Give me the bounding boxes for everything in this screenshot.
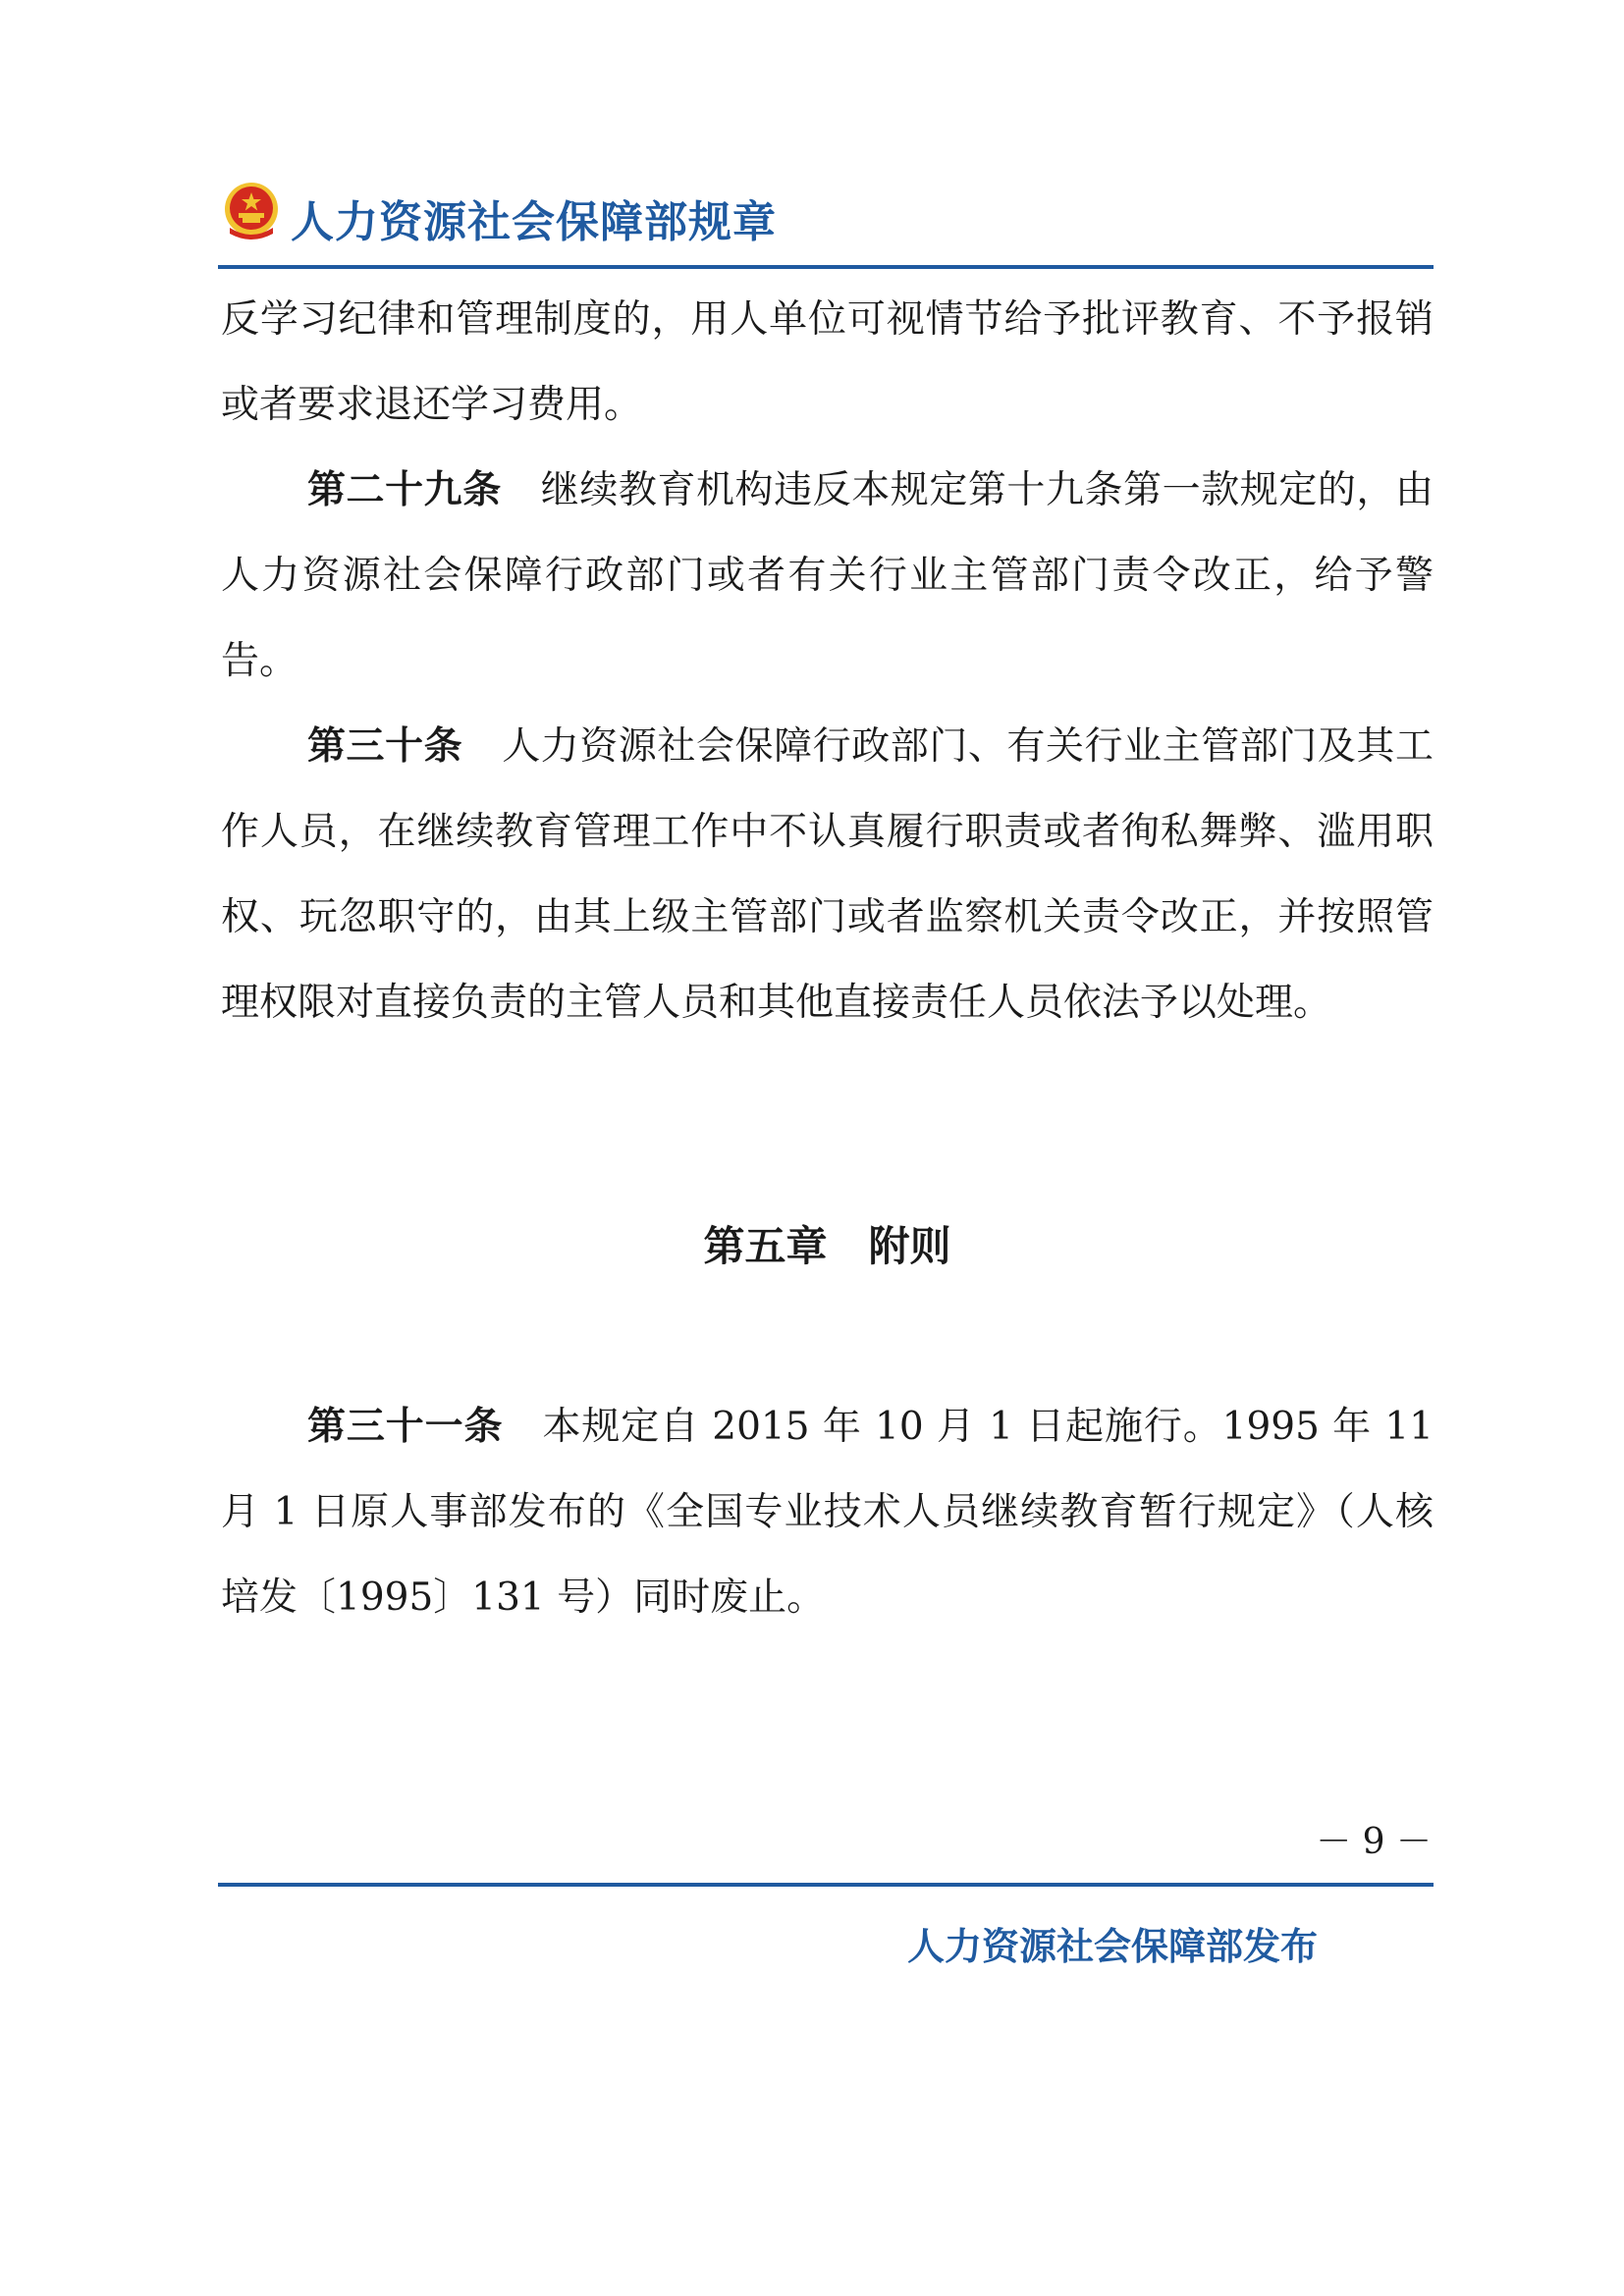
article-number: 第三十条 <box>307 724 463 769</box>
article-text: 人力资源社会保障行政部门、有关行业主管部门及其工作人员，在继续教育管理工作中不认真履行职责或者徇私舞弊、滥用职权、玩忽职守的，由其上级主管部门或者监察机关责令改正，并按照管理权限对直接负责的主管人员和其他直接责任人员依法予以处理。 <box>221 724 1434 1025</box>
chapter-heading: 第五章 附则 <box>703 1222 951 1270</box>
article-29 <box>221 448 1434 704</box>
footer-publisher: 人力资源社会保障部发布 <box>906 1925 1318 1968</box>
article-text: 本规定自 2015 年 10 月 1 日起施行。1995 年 11 月 1 日原人事部发布的《全国专业技术人员继续教育暂行规定》（人核培发〔1995〕131 号）同时废止。 <box>221 1405 1434 1620</box>
page-header <box>218 179 1435 247</box>
article-block-2 <box>221 1384 1434 1640</box>
article-31 <box>221 1384 1434 1640</box>
footer-divider <box>218 1883 1434 1887</box>
article-number: 第二十九条 <box>307 468 502 512</box>
paragraph-text: 反学习纪律和管理制度的，用人单位可视情节给予批评教育、不予报销或者要求退还学习费用。 <box>221 297 1434 427</box>
article-number: 第三十一条 <box>307 1405 504 1449</box>
national-emblem-icon <box>222 181 281 241</box>
article-30 <box>221 704 1434 1045</box>
header-divider <box>218 265 1434 269</box>
page-number: － 9 － <box>1316 1822 1432 1862</box>
article-block-1 <box>221 277 1434 1045</box>
article-text: 继续教育机构违反本规定第十九条第一款规定的，由人力资源社会保障行政部门或者有关行业主管部门责令改正，给予警告。 <box>221 468 1434 683</box>
header-title: 人力资源社会保障部规章 <box>291 197 777 247</box>
paragraph-continuation <box>221 277 1434 448</box>
